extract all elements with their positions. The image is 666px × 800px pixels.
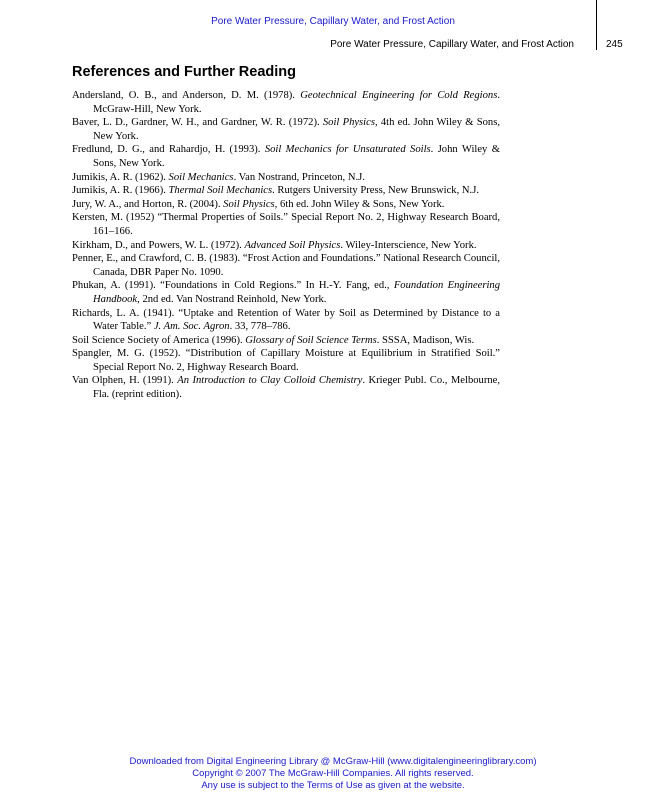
- reference-title: Thermal Soil Mechanics: [168, 185, 273, 197]
- reference-authors: Penner, E., and Crawford, C. B. (1983). “Frost Action and Foundations.” National Research Council, Canada, DBR Paper No. 1090.: [72, 253, 500, 278]
- reference-publisher: . McGraw-Hill, New York.: [93, 90, 500, 115]
- reference-publisher: . 33, 778–786.: [229, 321, 291, 333]
- reference-publisher: , 2nd ed. Van Nostrand Reinhold, New York.: [137, 293, 327, 305]
- reference-title: Soil Mechanics: [168, 171, 234, 183]
- reference-item: [72, 184, 500, 198]
- reference-publisher: . Rutgers University Press, New Brunswick, N.J.: [272, 185, 479, 197]
- reference-item: [72, 143, 500, 170]
- reference-publisher: , 4th ed. John Wiley & Sons, New York.: [93, 117, 500, 142]
- reference-authors: Baver, L. D., Gardner, W. H., and Gardner, W. R. (1972).: [72, 117, 323, 129]
- reference-item: [72, 89, 500, 116]
- reference-authors: Kersten, M. (1952) “Thermal Properties of Soils.” Special Report No. 2, Highway Research Board, 161–166.: [72, 212, 500, 237]
- reference-item: [72, 171, 500, 185]
- reference-publisher: . SSSA, Madison, Wis.: [376, 334, 475, 346]
- reference-authors: Soil Science Society of America (1996).: [72, 334, 246, 346]
- reference-title: Soil Mechanics for Unsaturated Soils: [264, 144, 431, 156]
- running-head: Pore Water Pressure, Capillary Water, and Frost Action: [330, 39, 574, 50]
- reference-item: [72, 198, 500, 212]
- reference-publisher: . John Wiley & Sons, New York.: [93, 144, 500, 169]
- reference-item: [72, 279, 500, 306]
- reference-authors: Fredlund, D. G., and Rahardjo, H. (1993).: [72, 144, 265, 156]
- reference-item: [72, 334, 500, 348]
- reference-item: [72, 116, 500, 143]
- reference-authors: Andersland, O. B., and Anderson, D. M. (1978).: [72, 90, 301, 101]
- top-header-link[interactable]: Pore Water Pressure, Capillary Water, and Frost Action: [211, 16, 455, 27]
- reference-title: Soil Physics: [322, 117, 375, 129]
- reference-authors: Spangler, M. G. (1952). “Distribution of Capillary Moisture at Equilibrium in Stratified Soil.” Special Report No. 2, Highway Research Board.: [72, 348, 500, 373]
- reference-list: [72, 89, 500, 402]
- header-divider: [596, 0, 597, 50]
- reference-authors: Van Olphen, H. (1991).: [72, 375, 178, 387]
- section-title: References and Further Reading: [72, 64, 296, 80]
- reference-title: J. Am. Soc. Agron: [153, 321, 230, 333]
- page-number: 245: [606, 39, 623, 50]
- footer-terms-link[interactable]: Any use is subject to the Terms of Use as given at the website.: [201, 780, 465, 791]
- reference-authors: Jury, W. A., and Horton, R. (2004).: [72, 198, 224, 210]
- reference-title: An Introduction to Clay Colloid Chemistry: [177, 375, 363, 387]
- footer-copyright: Copyright © 2007 The McGraw-Hill Companies. All rights reserved.: [192, 768, 474, 779]
- reference-authors: Richards, L. A. (1941). “Uptake and Retention of Water by Soil as Determined by Distance to a Water Table.”: [72, 307, 500, 333]
- reference-authors: Kirkham, D., and Powers, W. L. (1972).: [72, 239, 245, 251]
- reference-title: Soil Physics: [223, 198, 275, 210]
- footer-download-link[interactable]: Downloaded from Digital Engineering Library @ McGraw-Hill (www.digitalengineeringlibrary.com): [129, 756, 537, 767]
- reference-authors: Phukan, A. (1991). “Foundations in Cold Regions.” In H.-Y. Fang, ed.,: [72, 280, 394, 292]
- reference-item: [72, 211, 500, 238]
- reference-publisher: . Wiley-Interscience, New York.: [340, 239, 477, 251]
- reference-title: Advanced Soil Physics: [244, 239, 341, 251]
- reference-authors: Jumikis, A. R. (1962).: [72, 171, 169, 183]
- reference-item: [72, 347, 500, 374]
- reference-item: [72, 307, 500, 334]
- reference-publisher: . Krieger Publ. Co., Melbourne, Fla. (reprint edition).: [93, 375, 501, 401]
- reference-item: [72, 239, 500, 253]
- reference-item: [72, 252, 500, 279]
- reference-title: Glossary of Soil Science Terms: [245, 334, 377, 346]
- reference-publisher: . Van Nostrand, Princeton, N.J.: [233, 171, 365, 183]
- reference-item: [72, 374, 500, 401]
- reference-publisher: , 6th ed. John Wiley & Sons, New York.: [274, 198, 445, 210]
- reference-title: Geotechnical Engineering for Cold Regions: [300, 90, 498, 101]
- reference-authors: Jumikis, A. R. (1966).: [72, 185, 169, 197]
- reference-title: Foundation Engineering Handbook: [93, 280, 501, 305]
